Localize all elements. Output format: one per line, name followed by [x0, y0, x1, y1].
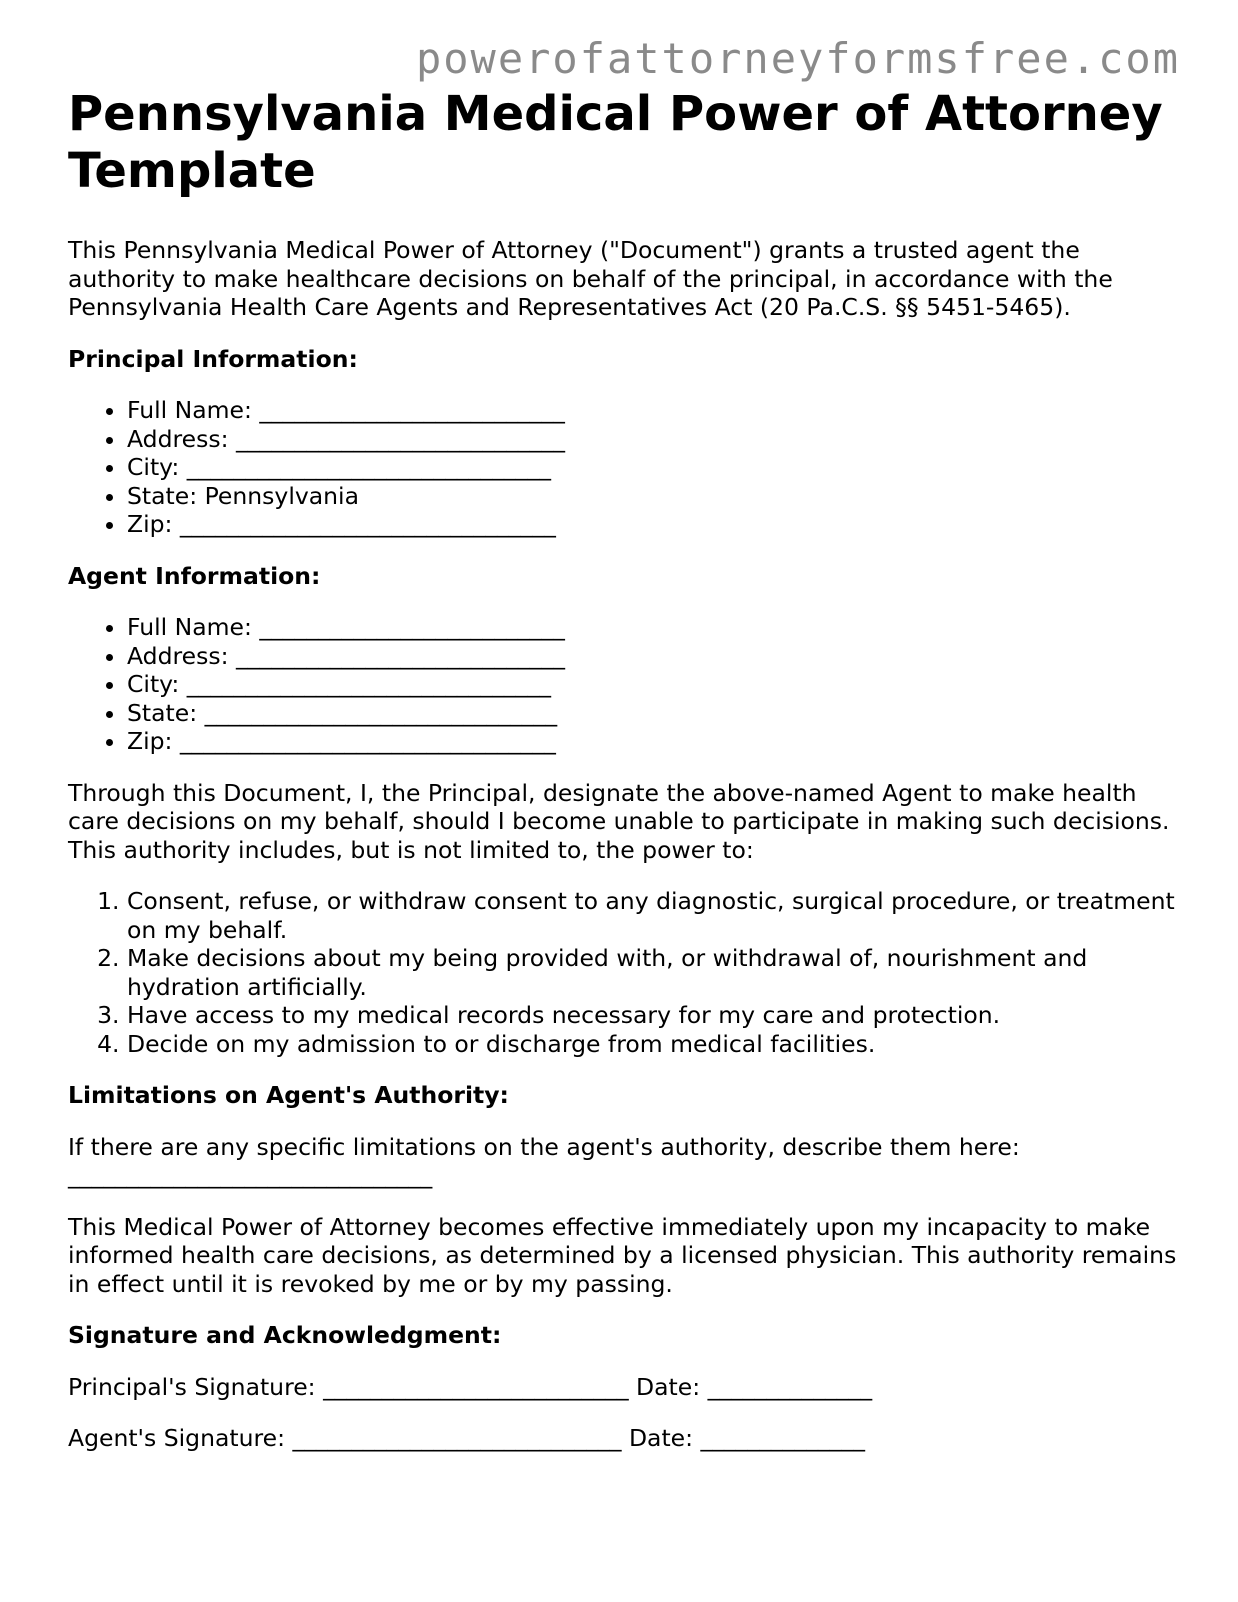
limitations-text — [68, 1133, 1178, 1190]
principal-full-name-field: • Full Name: __________________________ — [127, 396, 1178, 425]
limitations-blank: _______________________________ — [68, 1161, 433, 1189]
principal-signature-line: Principal's Signature: __________________________ Date: ______________ — [68, 1372, 873, 1401]
document — [68, 86, 1178, 1453]
principal-address-field: • Address: ____________________________ — [127, 425, 1178, 454]
principal-info-heading: Principal Information: — [68, 344, 358, 373]
agent-info-list — [68, 613, 1178, 756]
effective-paragraph: This Medical Power of Attorney becomes effective immediately upon my incapacity to make informed health care decisions, as determined by a licensed physician. This authority remains in effect until it is revoked by me or by my passing. — [68, 1212, 1177, 1298]
watermark: powerofattorneyformsfree.com — [415, 34, 1180, 83]
power-item: 1. Consent, refuse, or withdraw consent to any diagnostic, surgical procedure, or treatment on my behalf. — [127, 887, 1178, 944]
principal-zip-field: • Zip: ________________________________ — [127, 510, 1178, 539]
designation-paragraph: Through this Document, I, the Principal, designate the above-named Agent to make health care decisions on my behalf, should I become unable to participate in making such decisions. This authority includes, but is not limited to, the power to: — [68, 778, 1170, 864]
power-item: 4. Decide on my admission to or discharge from medical facilities. — [127, 1030, 1178, 1059]
agent-address-field: • Address: ____________________________ — [127, 642, 1178, 671]
page-title: Pennsylvania Medical Power of Attorney Template — [68, 86, 1163, 199]
power-item: 3. Have access to my medical records necessary for my care and protection. — [127, 1001, 1178, 1030]
limitations-prompt: If there are any specific limitations on the agent's authority, describe them here: — [68, 1132, 1020, 1161]
principal-info-list — [68, 396, 1178, 539]
power-item: 2. Make decisions about my being provided with, or withdrawal of, nourishment and hydration artificially. — [127, 944, 1178, 1001]
agent-city-field: • City: _______________________________ — [127, 670, 1178, 699]
powers-list — [68, 887, 1178, 1058]
agent-state-field: • State: ______________________________ — [127, 699, 1178, 728]
principal-state-field: • State: Pennsylvania — [127, 482, 1178, 511]
agent-full-name-field: • Full Name: __________________________ — [127, 613, 1178, 642]
agent-info-heading: Agent Information: — [68, 561, 321, 590]
agent-zip-field: • Zip: ________________________________ — [127, 727, 1178, 756]
agent-signature-line: Agent's Signature: ____________________________ Date: ______________ — [68, 1424, 866, 1452]
signature-heading: Signature and Acknowledgment: — [68, 1321, 502, 1349]
intro-paragraph: This Pennsylvania Medical Power of Attorney ("Document") grants a trusted agent the authority to make healthcare decisions on behalf of the principal, in accordance with the Pennsylvania Health Care Agents and Representatives Act (20 Pa.C.S. §§ 5451-5465). — [68, 236, 1113, 321]
principal-city-field: • City: _______________________________ — [127, 453, 1178, 482]
limitations-heading: Limitations on Agent's Authority: — [68, 1081, 509, 1109]
